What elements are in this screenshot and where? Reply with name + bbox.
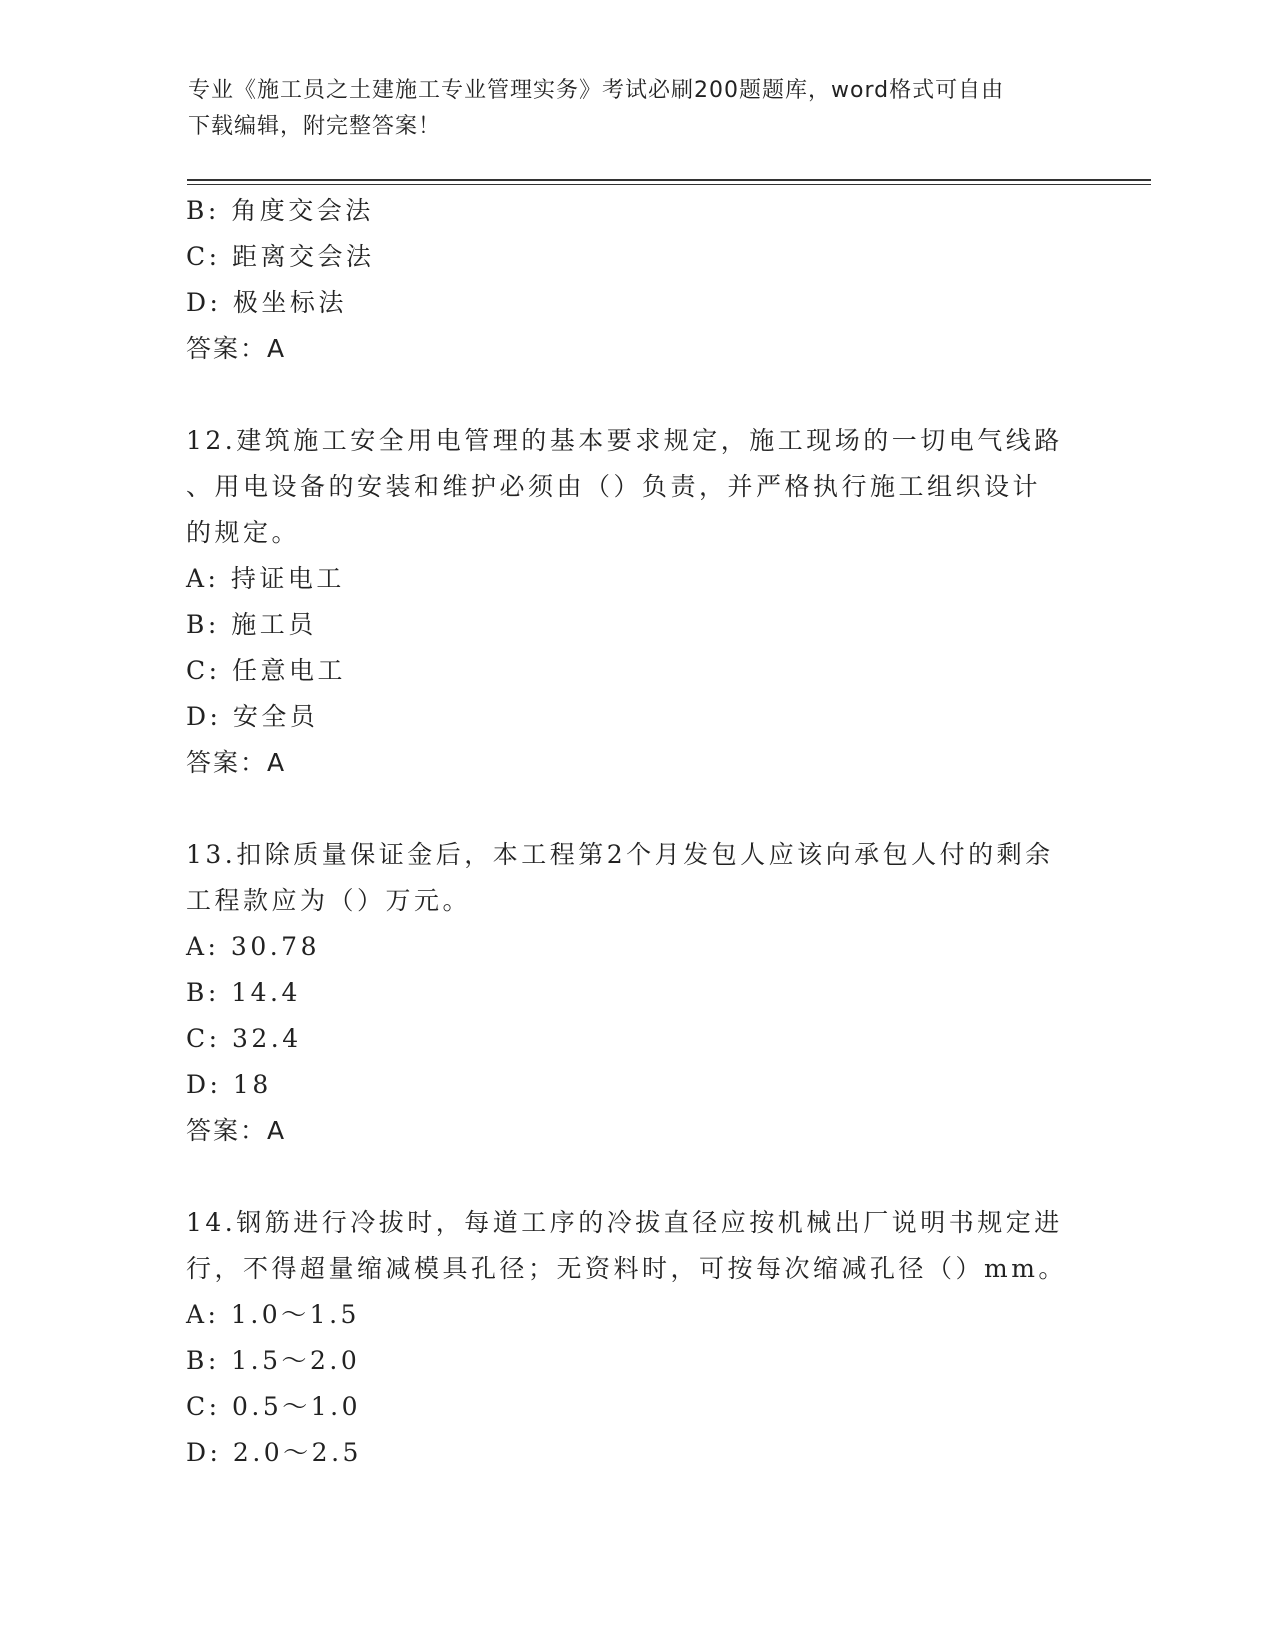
option-d: D: 安全员 [186,702,319,731]
answer-line: 答案：A [186,334,287,363]
question-13 [186,832,1086,1154]
option-d: D: 2.0～2.5 [186,1438,362,1467]
option-b: B: 1.5～2.0 [186,1346,361,1375]
question-stem-line: 工程款应为（）万元。 [186,886,472,915]
spacer [186,372,1086,418]
document-header [188,73,1088,145]
question-stem-line: 12.建筑施工安全用电管理的基本要求规定，施工现场的一切电气线路 [186,426,1063,455]
option-a: A: 1.0～1.5 [186,1300,360,1329]
question-stem-line: 13.扣除质量保证金后，本工程第2个月发包人应该向承包人付的剩余 [186,840,1054,869]
answer-line: 答案：A [186,1116,287,1145]
question-stem-line: 的规定。 [186,518,301,547]
option-a: A: 30.78 [186,932,320,961]
question-stem-line: 14.钢筋进行冷拔时，每道工序的冷拔直径应按机械出厂说明书规定进 [186,1208,1063,1237]
option-c: C: 0.5～1.0 [186,1392,362,1421]
question-stem-line: 行，不得超量缩减模具孔径；无资料时，可按每次缩减孔径（）mm。 [186,1254,1067,1283]
option-c: C: 任意电工 [186,656,346,685]
option-c: C: 距离交会法 [186,242,375,271]
option-c: C: 32.4 [186,1024,302,1053]
header-line-2: 下载编辑，附完整答案！ [188,114,442,139]
question-stem-line: 、用电设备的安装和维护必须由（）负责，并严格执行施工组织设计 [186,472,1042,501]
option-d: D: 18 [186,1070,272,1099]
question-content [186,188,1086,1476]
option-d: D: 极坐标法 [186,288,347,317]
header-rule-thin [187,184,1151,185]
spacer [186,1154,1086,1200]
option-b: B: 14.4 [186,978,301,1007]
question-14 [186,1200,1086,1476]
question-11-tail [186,188,1086,372]
header-line-1: 专业《施工员之土建施工专业管理实务》考试必刷200题题库，word格式可自由 [188,78,1005,103]
option-b: B: 施工员 [186,610,317,639]
option-b: B: 角度交会法 [186,196,374,225]
option-a: A: 持证电工 [186,564,345,593]
header-rule-thick [187,179,1151,181]
spacer [186,786,1086,832]
answer-line: 答案：A [186,748,287,777]
question-12 [186,418,1086,786]
